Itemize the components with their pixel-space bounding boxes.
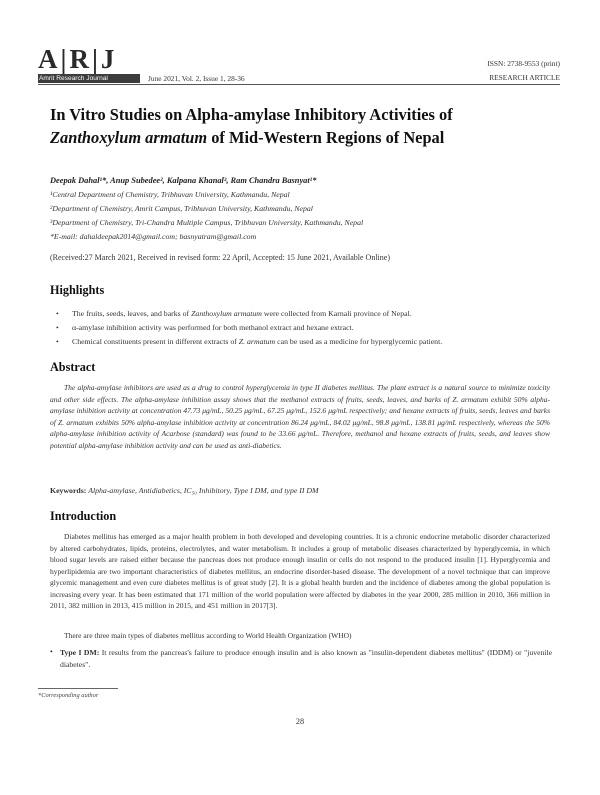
paper-title bbox=[50, 103, 555, 149]
type-1-dm-item bbox=[60, 647, 552, 670]
header-divider bbox=[38, 84, 560, 85]
highlights-heading: Highlights bbox=[50, 283, 105, 297]
highlight-item: • Chemical constituents present in different extracts of Z. armatum can be used as a medicine for hyperglycemic patient. bbox=[56, 337, 443, 346]
introduction-heading: Introduction bbox=[50, 509, 117, 523]
affiliation-1: ¹Central Department of Chemistry, Tribhuvan University, Kathmandu, Nepal bbox=[50, 190, 290, 199]
highlight-text: α-amylase inhibition activity was performed for both methanol extract and hexane extract. bbox=[72, 323, 354, 332]
highlight-species: Z. armatum bbox=[238, 337, 276, 346]
type-1-dm-text: It results from the pancreas's failure to produce enough insulin and is also known as "insulin-dependent diabetes mellitus" (IDDM) or "juvenile diabetes". bbox=[60, 648, 553, 669]
highlight-text: Chemical constituents present in different extracts of bbox=[72, 337, 239, 346]
introduction-paragraph-1: Diabetes mellitus has emerged as a major health problem in both developed and developing countries. It is a chronic endocrine metabolic disorder characterized by altered carbohydrates, lipids, proteins, electrolytes, and water metabolism. It includes a group of metabolic diseases characterized by hyperglycemia, in which blood sugar levels are raised either because the pancreas does not produce enough insulin or cells do not respond to the produced insulin [1]. Hyperglycemia and hyperlipidemia are two important characteristics of diabetes mellitus, an endocrine disorder-based disease. The development of a novel technique that can improve glycemic management and even cure diabetes mellitus is of great study [2]. It is a global health burden and the incidence of diabetes among the global population is increasing every year. It has been estimated that 171 million of the world population were affected by diabetes in the year 2000, 285 million in 2010, 366 million in 2011, 382 million in 2013, 415 million in 2015, and 451 million in 2017[3]. bbox=[50, 532, 550, 610]
received-dates: (Received:27 March 2021, Received in revised form: 22 April, Accepted: 15 June 2021, Available Online) bbox=[50, 253, 390, 262]
author-email: *E-mail: dahaldeepak2014@gmail.com; basnyatram@gmail.com bbox=[50, 232, 257, 241]
highlight-item: • The fruits, seeds, leaves, and barks of Zanthoxylum armatum were collected from Karnali province of Nepal. bbox=[56, 309, 412, 318]
journal-logo: A|R|J bbox=[38, 44, 118, 74]
title-species: Zanthoxylum armatum bbox=[50, 128, 208, 147]
highlight-text: can be used as a medicine for hyperglycemic patient. bbox=[275, 337, 443, 346]
type-1-dm-label: Type I DM: bbox=[60, 648, 100, 657]
highlight-text: were collected from Karnali province of Nepal. bbox=[261, 309, 412, 318]
keywords-text: Alpha-amylase, Antidiabetics, IC₅₀ Inhibitory, Type I DM, and type II DM bbox=[86, 486, 319, 495]
highlight-item: • α-amylase inhibition activity was performed for both methanol extract and hexane extract. bbox=[56, 323, 354, 332]
highlight-species: Zanthoxylum armatum bbox=[191, 309, 262, 318]
page-number: 28 bbox=[295, 717, 305, 726]
article-type: RESEARCH ARTICLE bbox=[489, 73, 560, 82]
journal-issue-info: June 2021, Vol. 2, Issue 1, 28-36 bbox=[148, 74, 245, 83]
highlight-text: The fruits, seeds, leaves, and barks of bbox=[72, 309, 192, 318]
affiliation-3: ³Department of Chemistry, Tri-Chandra Multiple Campus, Tribhuvan University, Kathmandu, Nepal bbox=[50, 218, 364, 227]
introduction-paragraph-2: There are three main types of diabetes mellitus according to World Health Organization (WHO) bbox=[64, 631, 352, 640]
corresponding-author-note: *Corresponding author bbox=[38, 692, 99, 699]
bullet-icon: • bbox=[50, 647, 53, 656]
title-line-2-rest: of Mid-Western Regions of Nepal bbox=[207, 128, 445, 147]
issn: ISSN: 2738-9553 (print) bbox=[487, 59, 560, 68]
abstract-text: The alpha-amylase inhibitors are used as a drug to control hyperglycemia in type II diabetes mellitus. The plant extract is a natural source to minimize toxicity and other side effects. The alpha-amylase inhibition assay shows that the methanol extracts of fruits, seeds, leaves, and barks of Z. armatum exhibit 50% alpha-amylase inhibition activity at concentration 47.73 μg/mL, 50.25 μg/mL, 67.25 μg/mL, 152.6 μg/mL respectively; and hexane extracts of fruits, seeds, leaves and barks of Z. armatum exhibits 50% alpha-amylase inhibition activity at concentration 86.24 μg/mL, 84.02 μg/mL, 98.8 μg/mL, 138.81 μg/mL respectively, whereas the 50% alpha-amylase inhibition activity of Acarbose (standard) was found to be 33.66 μg/mL. Therefore, methanol and hexane extracts of fruits, seeds, and leaves show potential alpha-amylase inhibition activity and can be used as anti-diabetics. bbox=[50, 383, 550, 450]
footnote-divider bbox=[38, 688, 118, 689]
keywords-label: Keywords: bbox=[50, 486, 87, 495]
abstract-heading: Abstract bbox=[50, 360, 96, 374]
logo-subtitle: Amrit Research Journal bbox=[39, 75, 108, 82]
keywords bbox=[50, 486, 319, 495]
affiliation-2: ²Department of Chemistry, Amrit Campus, Tribhuvan University, Kathmandu, Nepal bbox=[50, 204, 313, 213]
author-list: Deepak Dahal¹*, Anup Subedee², Kalpana Khanal³, Ram Chandra Basnyat¹* bbox=[50, 176, 317, 185]
title-line-2 bbox=[50, 126, 555, 149]
title-line-1: In Vitro Studies on Alpha-amylase Inhibitory Activities of bbox=[50, 105, 453, 124]
